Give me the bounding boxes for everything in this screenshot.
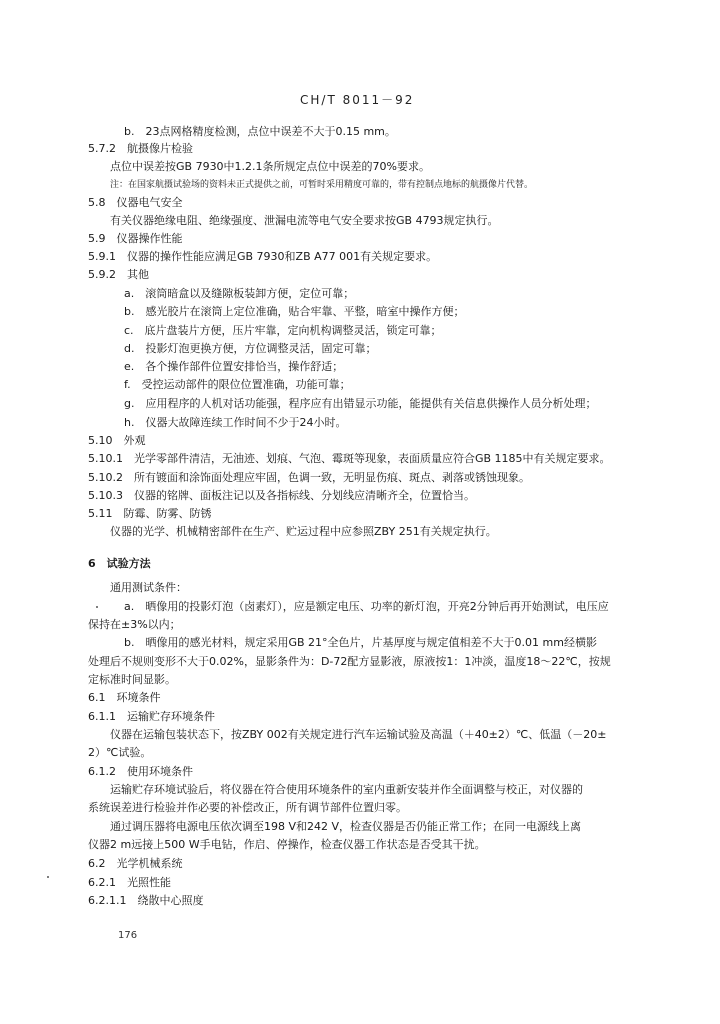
list-item: g. 应用程序的人机对话功能强，程序应有出错显示功能，能提供有关信息供操作人员分析处理；	[124, 397, 597, 410]
list-item: a. 晒像用的投影灯泡（卤素灯），应是额定电压、功率的新灯泡，开亮2分钟后再开始测试，电压应	[124, 600, 609, 613]
text-line: 5.10.1 光学零部件清洁，无油迹、划痕、气泡、霉斑等现象，表面质量应符合GB 1185中有关规定要求。	[88, 452, 611, 465]
section-heading: 5.8 仪器电气安全	[88, 196, 183, 209]
note-line: 注：在国家航摄试验场的资料未正式提供之前，可暂时采用精度可靠的，带有控制点地标的航摄像片代替。	[110, 180, 534, 190]
text-line: 2）℃试验。	[88, 746, 152, 759]
section-heading: 6.1.1 运输贮存环境条件	[88, 710, 215, 723]
page-header: CH/T 8011－92	[300, 93, 415, 107]
section-heading: 5.10 外观	[88, 434, 146, 447]
text-line: 仪器的光学、机械精密部件在生产、贮运过程中应参照ZBY 251有关规定执行。	[110, 525, 497, 538]
section-heading: 6.2.1.1 绕散中心照度	[88, 894, 204, 907]
list-item: c. 底片盘装片方便，压片牢靠，定向机构调整灵活，锁定可靠；	[124, 324, 442, 337]
list-item: d. 投影灯泡更换方便，方位调整灵活，固定可靠；	[124, 342, 377, 355]
section-heading: 5.11 防霉、防雾、防锈	[88, 507, 212, 520]
text-line: 通用测试条件：	[110, 581, 187, 594]
section-heading: 5.9 仪器操作性能	[88, 232, 183, 245]
text-line: 5.10.3 仪器的铭牌、面板注记以及各指标线、分划线应清晰齐全，位置恰当。	[88, 489, 475, 502]
chapter-heading: 6 试验方法	[88, 557, 151, 570]
scan-speck	[47, 876, 49, 878]
list-item: a. 滚筒暗盒以及缝隙板装卸方便，定位可靠；	[124, 287, 355, 300]
text-line: 仪器2 m远接上500 W手电钻，作启、停操作，检查仪器工作状态是否受其干扰。	[88, 838, 486, 851]
text-line: 5.10.2 所有镀面和涂饰面处理应牢固，色调一致，无明显伤痕、斑点、剥落或锈蚀现象。	[88, 471, 530, 484]
text-line: 系统误差进行检验并作必要的补偿改正，所有调节部件位置归零。	[88, 801, 407, 814]
section-heading: 6.1 环境条件	[88, 691, 161, 704]
section-heading: 5.7.2 航摄像片检验	[88, 142, 193, 155]
text-line: 通过调压器将电源电压依次调至198 V和242 V，检查仪器是否仍能正常工作；在同一电源线上离	[110, 820, 582, 833]
text-line: 定标准时间显影。	[88, 673, 176, 686]
section-heading: 6.2 光学机械系统	[88, 857, 183, 870]
text-line: 有关仪器绝缘电阻、绝缘强度、泄漏电流等电气安全要求按GB 4793规定执行。	[110, 214, 499, 227]
list-item: f. 受控运动部件的限位位置准确，功能可靠；	[124, 378, 351, 391]
text-line: 仪器在运输包装状态下，按ZBY 002有关规定进行汽车运输试验及高温（＋40±2）℃、低温（－20±	[110, 728, 607, 741]
section-heading: 5.9.1 仪器的操作性能应满足GB 7930和ZB A77 001有关规定要求。	[88, 250, 438, 263]
scan-speck	[96, 606, 98, 608]
text-line: 保持在±3%以内；	[88, 618, 181, 631]
list-item: b. 晒像用的感光材料，规定采用GB 21°全色片，片基厚度与规定值相差不大于0.01 mm经横影	[124, 636, 597, 649]
section-heading: 5.9.2 其他	[88, 268, 149, 281]
section-heading: 6.1.2 使用环境条件	[88, 765, 193, 778]
text-line: 点位中误差按GB 7930中1.2.1条所规定点位中误差的70%要求。	[110, 160, 430, 173]
text-line: 运输贮存环境试验后，将仪器在符合使用环境条件的室内重新安装并作全面调整与校正，对仪器的	[110, 783, 583, 796]
text-line: b. 23点网格精度检测，点位中误差不大于0.15 mm。	[124, 125, 396, 138]
list-item: e. 各个操作部件位置安排恰当，操作舒适；	[124, 360, 344, 373]
page-number: 176	[118, 930, 138, 941]
section-heading: 6.2.1 光照性能	[88, 876, 171, 889]
list-item: h. 仪器大故障连续工作时间不少于24小时。	[124, 416, 347, 429]
list-item: b. 感光胶片在滚筒上定位准确，贴合牢靠、平整，暗室中操作方便；	[124, 305, 465, 318]
text-line: 处理后不规则变形不大于0.02%，显影条件为：D-72配方显影液，原液按1：1冲淡，温度18～22℃，按规	[88, 655, 611, 668]
